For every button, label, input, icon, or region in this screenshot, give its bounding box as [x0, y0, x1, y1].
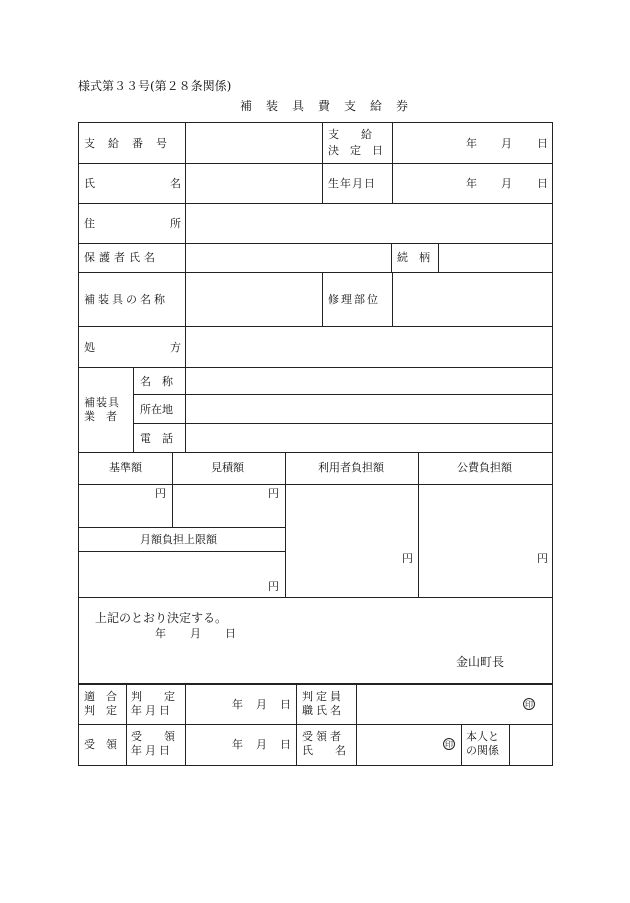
- label-name-2: 名: [170, 177, 181, 190]
- label-relation-2: の関係: [466, 744, 499, 757]
- label-vendor-name: 名 称: [140, 375, 173, 388]
- receipt-day: 日: [280, 738, 291, 751]
- estimate-amount-yen: 円: [268, 487, 279, 500]
- label-judgment-date-1: 判 定: [131, 690, 175, 703]
- label-name: 氏: [84, 177, 95, 190]
- label-payment-decision-1: 支 給: [328, 128, 372, 141]
- label-payment-number: 支 給 番 号: [84, 137, 168, 150]
- label-address: 住: [84, 217, 95, 230]
- label-vendor-2: 業 者: [84, 410, 117, 423]
- label-vendor-address: 所在地: [140, 403, 173, 416]
- judge-seal-icon: 印: [525, 700, 533, 709]
- issuer: 金山町長: [456, 655, 505, 669]
- decision-date-year: 年: [155, 627, 166, 640]
- user-burden-yen: 円: [402, 552, 413, 565]
- label-judgment-date-2: 年月日: [131, 704, 173, 717]
- label-relationship: 続 柄: [397, 251, 430, 264]
- label-judge-1: 判定員: [302, 690, 344, 703]
- label-user-burden: 利用者負担額: [318, 461, 384, 474]
- birth-month: 月: [501, 177, 512, 190]
- label-prescription: 処: [84, 341, 95, 354]
- public-burden-yen: 円: [537, 552, 548, 565]
- label-judgment-1b: 判 定: [84, 704, 117, 717]
- page-title: 補 装 具 費 支 給 券: [240, 99, 410, 113]
- decision-month: 月: [501, 137, 512, 150]
- judgment-month: 月: [256, 698, 267, 711]
- label-relation-1: 本人と: [466, 730, 499, 743]
- base-amount-yen: 円: [155, 487, 166, 500]
- form-number: 様式第３３号(第２８条関係): [78, 79, 232, 93]
- decision-day: 日: [537, 137, 548, 150]
- label-repair-part: 修理部位: [328, 293, 380, 306]
- label-device-name: 補装具の名称: [84, 293, 168, 306]
- label-monthly-cap: 月額負担上限額: [140, 533, 217, 546]
- label-vendor-1: 補装具: [84, 396, 120, 409]
- receiver-seal-icon: 印: [445, 740, 453, 749]
- label-public-burden: 公費負担額: [457, 461, 512, 474]
- label-vendor-phone: 電 話: [140, 432, 173, 445]
- judgment-day: 日: [280, 698, 291, 711]
- label-address-2: 所: [170, 217, 181, 230]
- label-receipt-date-1: 受 領: [131, 730, 175, 743]
- birth-year: 年: [466, 177, 477, 190]
- label-receipt: 受 領: [84, 738, 117, 751]
- label-judgment-1a: 適 合: [84, 690, 117, 703]
- label-prescription-2: 方: [170, 341, 181, 354]
- label-guardian-name: 保護者氏名: [84, 251, 159, 264]
- monthly-cap-yen: 円: [268, 580, 279, 593]
- receipt-year: 年: [232, 738, 243, 751]
- label-base-amount: 基準額: [109, 461, 142, 474]
- birth-day: 日: [537, 177, 548, 190]
- label-birth-date: 生年月日: [328, 177, 376, 190]
- label-estimate-amount: 見積額: [211, 461, 244, 474]
- label-receiver-1: 受領者: [302, 730, 344, 743]
- decision-year: 年: [466, 137, 477, 150]
- label-payment-decision-2: 決 定 日: [328, 144, 383, 157]
- decision-statement: 上記のとおり決定する。: [95, 611, 228, 625]
- label-receiver-2: 氏 名: [302, 744, 346, 757]
- receipt-month: 月: [256, 738, 267, 751]
- decision-date-month: 月: [190, 627, 201, 640]
- decision-date-day: 日: [225, 627, 236, 640]
- judgment-year: 年: [232, 698, 243, 711]
- label-judge-2: 職氏名: [302, 704, 344, 717]
- label-receipt-date-2: 年月日: [131, 744, 173, 757]
